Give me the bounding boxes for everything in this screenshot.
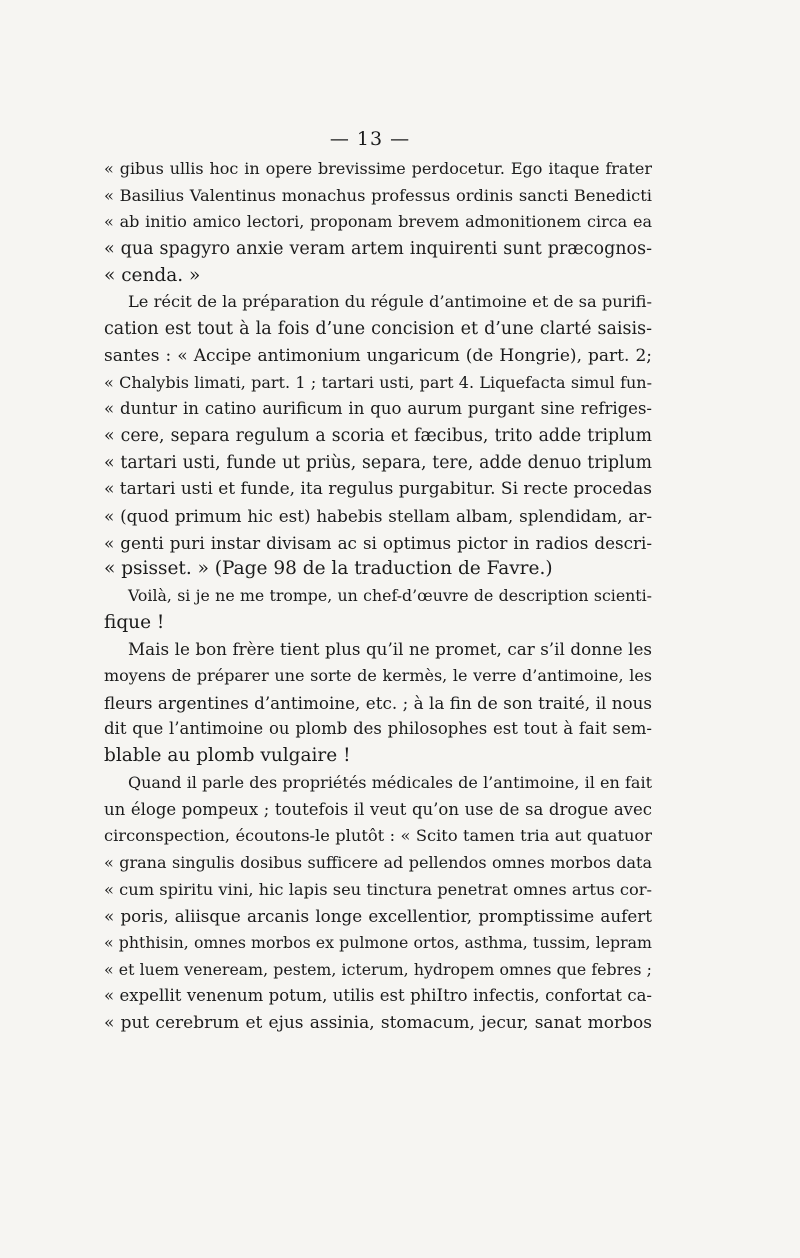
- text-line: moyens de préparer une sorte de kermès, le verre d’antimoine, les: [104, 666, 652, 686]
- text-line: « put cerebrum et ejus assinia, stomacum, jecur, sanat morbos: [104, 1013, 652, 1033]
- body-text: [104, 156, 652, 1037]
- text-line: blable au plomb vulgaire !: [104, 745, 351, 767]
- text-line: « tartari usti et funde, ita regulus purgabitur. Si recte procedas: [104, 479, 652, 500]
- text-line: « psisset. » (Page 98 de la traduction de Favre.): [104, 558, 553, 580]
- text-line: Mais le bon frère tient plus qu’il ne promet, car s’il donne les: [128, 639, 652, 660]
- text-line: « gibus ullis hoc in opere brevissime perdocetur. Ego itaque frater: [104, 159, 652, 178]
- text-line: « qua spagyro anxie veram artem inquirenti sunt præcognos-: [104, 239, 652, 260]
- page-number: — 13 —: [329, 128, 411, 150]
- text-line: Le récit de la préparation du régule d’antimoine et de sa purifi-: [128, 292, 652, 312]
- text-line: cation est tout à la fois d’une concision et d’une clarté saisis-: [104, 319, 652, 340]
- text-line: santes : « Accipe antimonium ungaricum (de Hongrie), part. 2;: [104, 345, 652, 366]
- text-line: circonspection, écoutons-le plutôt : « Scito tamen tria aut quatuor: [104, 826, 652, 846]
- text-line: « (quod primum hic est) habebis stellam albam, splendidam, ar-: [104, 505, 652, 526]
- text-line: Voilà, si je ne me trompe, un chef-d’œuvre de description scienti-: [128, 586, 652, 605]
- text-line: « ab initio amico lectori, proponam brevem admonitionem circa ea: [104, 212, 652, 232]
- text-line: « cere, separa regulum a scoria et fæcibus, trito adde triplum: [104, 425, 652, 446]
- text-line: « duntur in catino aurificum in quo aurum purgant sine refriges-: [104, 399, 652, 419]
- text-line: Quand il parle des propriétés médicales de l’antimoine, il en fait: [128, 772, 652, 792]
- text-line: « et luem veneream, pestem, icterum, hydropem omnes que febres ;: [104, 959, 652, 979]
- text-line: fleurs argentines d’antimoine, etc. ; à la fin de son traité, il nous: [104, 692, 652, 713]
- text-line: « Basilius Valentinus monachus professus ordinis sancti Benedicti: [104, 185, 652, 205]
- text-line: « expellit venenum potum, utilis est phiItro infectis, confortat ca-: [104, 986, 652, 1006]
- text-line: « poris, aliisque arcanis longe excellentior, promptissime aufert: [104, 906, 652, 927]
- text-line: « Chalybis limati, part. 1 ; tartari usti, part 4. Liquefacta simul fun-: [104, 372, 652, 392]
- text-line: « tartari usti, funde ut priùs, separa, tere, adde denuo triplum: [104, 452, 652, 473]
- text-line: « genti puri instar divisam ac si optimus pictor in radios descri-: [104, 532, 652, 553]
- text-line: dit que l’antimoine ou plomb des philosophes est tout à fait sem-: [104, 719, 652, 739]
- text-line: « cenda. »: [104, 264, 201, 286]
- text-line: « phthisin, omnes morbos ex pulmone ortos, asthma, tussim, lepram: [104, 932, 652, 952]
- text-line: « grana singulis dosibus sufficere ad pellendos omnes morbos data: [104, 852, 652, 872]
- text-line: fique !: [104, 611, 165, 633]
- text-line: un éloge pompeux ; toutefois il veut qu’on use de sa drogue avec: [104, 799, 652, 819]
- text-line: « cum spiritu vini, hic lapis seu tinctura penetrat omnes artus cor-: [104, 879, 652, 899]
